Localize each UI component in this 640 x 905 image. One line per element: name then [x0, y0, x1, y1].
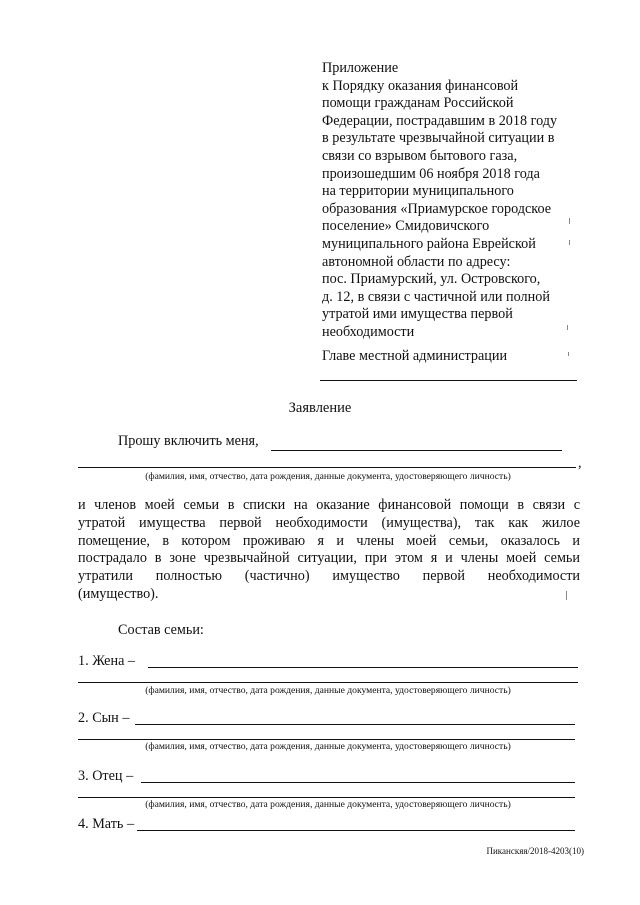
- appendix-line: пос. Приамурский, ул. Островского,: [322, 271, 541, 288]
- father-details-field[interactable]: [78, 797, 575, 798]
- appendix-line: образования «Приамурское городское: [322, 200, 552, 217]
- statement-line: утратили полностью (частично) имущество первой необходимости: [78, 568, 580, 585]
- wife-name-field[interactable]: [148, 667, 578, 668]
- appendix-line: д. 12, в связи с частичной или полной: [322, 288, 550, 305]
- scan-mark: [569, 218, 570, 224]
- applicant-details-field[interactable]: [78, 467, 576, 468]
- scan-mark: [566, 591, 567, 600]
- appendix-line: на территории муниципального: [322, 183, 514, 200]
- appendix-line: автономной области по адресу:: [322, 253, 511, 270]
- scan-mark: [568, 352, 569, 356]
- son-details-field[interactable]: [78, 739, 575, 740]
- request-comma: ,: [578, 455, 582, 471]
- appendix-line: к Порядку оказания финансовой: [322, 77, 519, 94]
- appendix-line: муниципального района Еврейской: [322, 235, 536, 252]
- mother-name-field[interactable]: [137, 830, 575, 831]
- father-name-field[interactable]: [141, 782, 575, 783]
- member-label-mother: 4. Мать –: [78, 816, 135, 832]
- appendix-line: Федерации, пострадавшим в 2018 году: [322, 112, 558, 129]
- son-caption: (фамилия, имя, отчество, дата рождения, данные документа, удостоверяющего личность): [145, 741, 511, 752]
- appendix-line: в результате чрезвычайной ситуации в: [322, 130, 555, 147]
- appendix-line: помощи гражданам Российской: [322, 95, 514, 112]
- family-heading: Состав семьи:: [118, 622, 204, 638]
- statement-line: помещение, в котором проживаю я и члены моей семьи, оказалось и: [78, 532, 580, 549]
- appendix-line: произошедшим 06 ноября 2018 года: [322, 165, 540, 182]
- addressee-name-field[interactable]: [320, 380, 577, 381]
- statement-line: утратой имущества первой необходимости (имущества), так как жилое: [78, 514, 580, 531]
- member-label-father: 3. Отец –: [78, 768, 134, 784]
- statement-line: и членов моей семьи в списки на оказание финансовой помощи в связи с: [78, 497, 580, 513]
- document-title: Заявление: [288, 400, 352, 416]
- wife-caption: (фамилия, имя, отчество, дата рождения, данные документа, удостоверяющего личность): [145, 685, 511, 696]
- appendix-line: утратой ими имущества первой: [322, 306, 513, 323]
- appendix-line: поселение» Смидовичского: [322, 218, 490, 235]
- addressee: Главе местной администрации: [322, 348, 508, 364]
- appendix-note: [322, 60, 582, 342]
- wife-details-field[interactable]: [78, 682, 578, 683]
- member-label-wife: 1. Жена –: [78, 653, 136, 669]
- applicant-name-field[interactable]: [271, 450, 562, 451]
- son-name-field[interactable]: [135, 724, 575, 725]
- statement-line: (имущество).: [78, 585, 159, 602]
- scan-mark: [567, 325, 568, 330]
- appendix-line: связи со взрывом бытового газа,: [322, 147, 518, 164]
- document-code: Пиканскяя/2018-4203(10): [486, 846, 584, 856]
- statement-paragraph: [78, 497, 580, 604]
- member-label-son: 2. Сын –: [78, 710, 130, 726]
- request-prefix: Прошу включить меня,: [118, 433, 259, 449]
- statement-line: пострадало в зоне чрезвычайной ситуации, при этом я и члены моей семьи: [78, 550, 580, 567]
- father-caption: (фамилия, имя, отчество, дата рождения, данные документа, удостоверяющего личность): [145, 799, 511, 810]
- appendix-line: Приложение: [322, 60, 399, 76]
- appendix-line: необходимости: [322, 323, 415, 340]
- scan-mark: [569, 240, 570, 245]
- applicant-caption: (фамилия, имя, отчество, дата рождения, данные документа, удостоверяющего личность): [145, 471, 511, 482]
